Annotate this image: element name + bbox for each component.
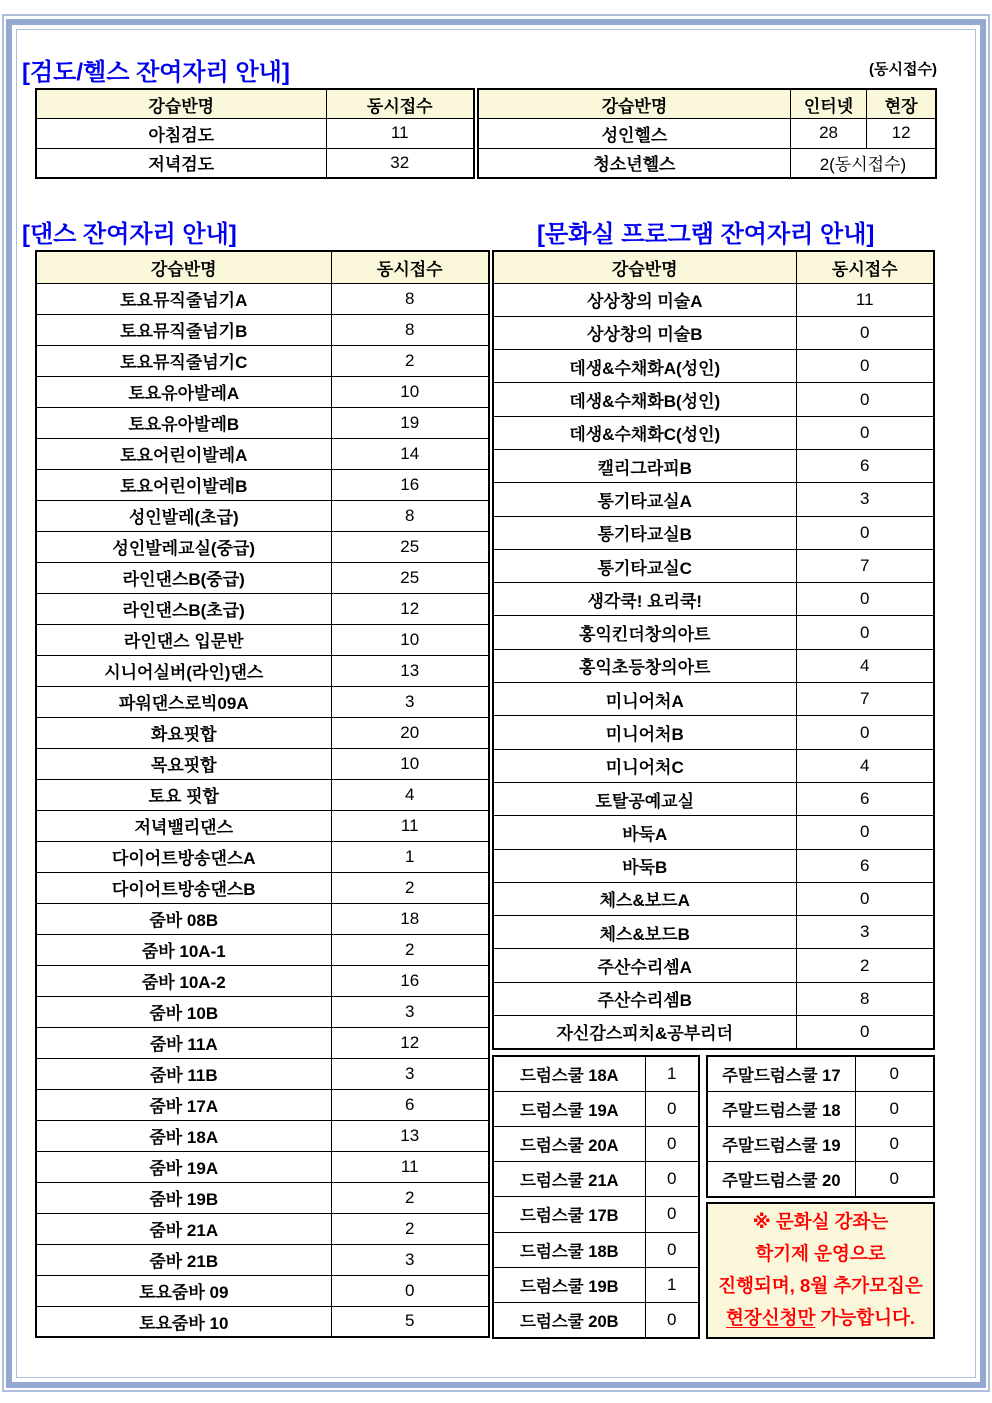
class-name-cell: 데생&수채화B(성인) xyxy=(493,383,796,416)
table-row xyxy=(493,716,934,749)
seats-value-cell: 3 xyxy=(331,1058,489,1089)
class-name-cell: 다이어트방송댄스A xyxy=(36,841,331,872)
table-row xyxy=(493,782,934,815)
table-row xyxy=(36,872,489,903)
notice-underlined-text: 현장신청만 xyxy=(726,1307,816,1329)
table-row xyxy=(493,1267,699,1302)
class-name-cell: 줌바 21B xyxy=(36,1244,331,1275)
seats-value-cell: 6 xyxy=(331,1089,489,1120)
class-name-cell: 토요뮤직줄넘기A xyxy=(36,283,331,314)
table-row xyxy=(493,383,934,416)
table-row xyxy=(36,1182,489,1213)
table-row xyxy=(493,1126,699,1161)
class-name-cell: 자신감스피치&공부리더 xyxy=(493,1016,796,1049)
class-name-cell: 성인헬스 xyxy=(478,119,790,149)
seats-value-cell: 0 xyxy=(855,1126,934,1161)
seats-value-cell: 10 xyxy=(331,624,489,655)
seats-value-cell: 0 xyxy=(645,1091,699,1126)
class-name-cell: 줌바 10A-1 xyxy=(36,934,331,965)
class-name-cell: 홍익킨더창의아트 xyxy=(493,616,796,649)
class-name-cell: 홍익초등창의아트 xyxy=(493,649,796,682)
seats-value-cell: 19 xyxy=(331,407,489,438)
seats-value-cell: 11 xyxy=(326,119,474,149)
seats-value-cell: 0 xyxy=(645,1232,699,1267)
seats-value-cell: 2 xyxy=(331,1213,489,1244)
table-row xyxy=(493,416,934,449)
seats-value-cell: 25 xyxy=(331,531,489,562)
seats-value-cell: 4 xyxy=(796,649,934,682)
table-row xyxy=(493,1162,699,1197)
seats-value-cell: 12 xyxy=(331,593,489,624)
table-row xyxy=(493,1016,934,1049)
table-row xyxy=(36,1244,489,1275)
table-row xyxy=(707,1091,934,1126)
class-name-cell: 바둑B xyxy=(493,849,796,882)
seats-value-cell: 12 xyxy=(867,119,936,149)
table-row xyxy=(36,624,489,655)
table-row xyxy=(36,934,489,965)
seats-value-cell: 1 xyxy=(331,841,489,872)
seats-value-cell: 3 xyxy=(331,686,489,717)
seats-value-cell: 2 xyxy=(331,934,489,965)
class-name-cell: 드럼스쿨 18A xyxy=(493,1056,645,1091)
class-name-cell: 캘리그라피B xyxy=(493,449,796,482)
seats-value-cell: 0 xyxy=(796,616,934,649)
notice-line-rest: 가능합니다. xyxy=(815,1307,915,1329)
seats-value-cell: 10 xyxy=(331,748,489,779)
class-name-cell: 줌바 17A xyxy=(36,1089,331,1120)
seats-value-cell: 0 xyxy=(645,1126,699,1161)
class-name-cell: 토요어린이발레B xyxy=(36,469,331,500)
drum-school-table xyxy=(492,1055,700,1339)
seats-value-cell: 16 xyxy=(331,965,489,996)
class-name-cell: 상상창의 미술A xyxy=(493,283,796,316)
weekend-drum-column xyxy=(706,1055,935,1339)
class-name-cell: 다이어트방송댄스B xyxy=(36,872,331,903)
class-name-cell: 라인댄스B(중급) xyxy=(36,562,331,593)
seats-value-cell: 1 xyxy=(645,1056,699,1091)
table-row xyxy=(707,1162,934,1197)
class-name-cell: 줌바 11A xyxy=(36,1027,331,1058)
class-name-cell: 아침검도 xyxy=(36,119,326,149)
seats-value-cell: 3 xyxy=(796,483,934,516)
table-row xyxy=(36,1213,489,1244)
table-row xyxy=(707,1126,934,1161)
table-row xyxy=(493,1091,699,1126)
table-row xyxy=(493,350,934,383)
class-name-cell: 줌바 10A-2 xyxy=(36,965,331,996)
table-row xyxy=(36,1275,489,1306)
class-name-cell: 토요뮤직줄넘기B xyxy=(36,314,331,345)
seats-value-cell: 28 xyxy=(790,119,866,149)
table-row xyxy=(36,500,489,531)
class-name-cell: 토요줌바 09 xyxy=(36,1275,331,1306)
seats-value-cell: 0 xyxy=(796,1016,934,1049)
header-row xyxy=(36,89,474,119)
seats-value-cell: 2 xyxy=(331,1182,489,1213)
class-name-cell: 통기타교실C xyxy=(493,549,796,582)
seats-value-cell: 2 xyxy=(331,345,489,376)
table-row xyxy=(493,916,934,949)
class-name-cell: 주말드럼스쿨 20 xyxy=(707,1162,855,1197)
class-name-cell: 드럼스쿨 19A xyxy=(493,1091,645,1126)
culture-section-title: [문화실 프로그램 잔여자리 안내] xyxy=(537,221,875,248)
class-name-cell: 드럼스쿨 19B xyxy=(493,1267,645,1302)
table-row xyxy=(36,345,489,376)
table-row xyxy=(707,1056,934,1091)
seats-value-cell: 11 xyxy=(331,1151,489,1182)
column-header-class-name: 강습반명 xyxy=(36,251,331,283)
table-row xyxy=(36,469,489,500)
culture-notice-box xyxy=(706,1202,935,1339)
class-name-cell: 토요어린이발레A xyxy=(36,438,331,469)
class-name-cell: 미니어처C xyxy=(493,749,796,782)
seats-value-cell: 5 xyxy=(331,1306,489,1337)
table-row xyxy=(493,283,934,316)
class-name-cell: 주말드럼스쿨 17 xyxy=(707,1056,855,1091)
class-name-cell: 주산수리셈B xyxy=(493,982,796,1015)
seats-value-cell: 0 xyxy=(331,1275,489,1306)
seats-value-cell: 13 xyxy=(331,655,489,686)
seats-value-cell: 3 xyxy=(331,996,489,1027)
seats-value-cell: 18 xyxy=(331,903,489,934)
seats-value-cell: 7 xyxy=(796,683,934,716)
seats-value-cell: 16 xyxy=(331,469,489,500)
table-row xyxy=(493,583,934,616)
seats-value-cell: 7 xyxy=(796,549,934,582)
class-name-cell: 미니어처A xyxy=(493,683,796,716)
kendo-table xyxy=(35,88,475,179)
health-table xyxy=(477,88,937,179)
column-header-seats: 동시접수 xyxy=(796,251,934,283)
class-name-cell: 파워댄스로빅09A xyxy=(36,686,331,717)
seats-value-cell: 0 xyxy=(796,516,934,549)
table-row xyxy=(493,449,934,482)
class-name-cell: 저녁검도 xyxy=(36,148,326,178)
drum-school-section xyxy=(492,1055,935,1339)
table-row xyxy=(36,438,489,469)
kendo-health-tables xyxy=(35,88,937,179)
class-name-cell: 라인댄스 입문반 xyxy=(36,624,331,655)
simultaneous-registration-note: (동시접수) xyxy=(869,61,937,78)
table-row xyxy=(493,616,934,649)
table-row xyxy=(493,1232,699,1267)
class-name-cell: 드럼스쿨 20A xyxy=(493,1126,645,1161)
class-name-cell: 체스&보드A xyxy=(493,882,796,915)
table-row xyxy=(36,1306,489,1337)
seats-value-cell: 0 xyxy=(855,1162,934,1197)
class-name-cell: 줌바 18A xyxy=(36,1120,331,1151)
table-row xyxy=(493,483,934,516)
class-name-cell: 줌바 19B xyxy=(36,1182,331,1213)
class-name-cell: 줌바 10B xyxy=(36,996,331,1027)
class-name-cell: 청소년헬스 xyxy=(478,148,790,178)
dance-table xyxy=(35,250,490,1338)
header-row xyxy=(478,89,936,119)
class-name-cell: 주산수리셈A xyxy=(493,949,796,982)
table-row xyxy=(478,119,936,149)
class-name-cell: 드럼스쿨 17B xyxy=(493,1197,645,1232)
class-name-cell: 체스&보드B xyxy=(493,916,796,949)
class-name-cell: 라인댄스B(초급) xyxy=(36,593,331,624)
table-row xyxy=(36,655,489,686)
class-name-cell: 토요유아발레B xyxy=(36,407,331,438)
kendo-health-section-title: [검도/헬스 잔여자리 안내] xyxy=(22,59,290,86)
class-name-cell: 화요핏합 xyxy=(36,717,331,748)
seats-value-cell: 10 xyxy=(331,376,489,407)
table-row xyxy=(36,119,474,149)
class-name-cell: 줌바 11B xyxy=(36,1058,331,1089)
class-name-cell: 목요핏합 xyxy=(36,748,331,779)
notice-line: 진행되며, 8월 추가모집은 xyxy=(718,1275,923,1297)
column-header-seats: 동시접수 xyxy=(331,251,489,283)
seats-value-cell: 1 xyxy=(645,1267,699,1302)
class-name-cell: 토요유아발레A xyxy=(36,376,331,407)
seats-value-cell: 11 xyxy=(796,283,934,316)
table-row xyxy=(493,949,934,982)
class-name-cell: 저녁밸리댄스 xyxy=(36,810,331,841)
seats-value-cell: 0 xyxy=(855,1056,934,1091)
table-row xyxy=(36,1120,489,1151)
seats-value-cell: 0 xyxy=(796,383,934,416)
seats-value-cell: 6 xyxy=(796,849,934,882)
seats-value-cell: 32 xyxy=(326,148,474,178)
seats-value-cell: 0 xyxy=(645,1197,699,1232)
table-row xyxy=(493,1056,699,1091)
table-row xyxy=(493,1197,699,1232)
table-row xyxy=(493,1303,699,1338)
class-name-cell: 주말드럼스쿨 18 xyxy=(707,1091,855,1126)
table-row xyxy=(36,1027,489,1058)
seats-value-cell: 6 xyxy=(796,449,934,482)
table-row xyxy=(493,549,934,582)
seats-value-cell: 0 xyxy=(645,1303,699,1338)
table-row xyxy=(36,903,489,934)
class-name-cell: 토요줌바 10 xyxy=(36,1306,331,1337)
seats-value-cell: 20 xyxy=(331,717,489,748)
seats-value-cell: 0 xyxy=(796,583,934,616)
table-row xyxy=(36,717,489,748)
class-name-cell: 토탈공예교실 xyxy=(493,782,796,815)
class-name-cell: 데생&수채화A(성인) xyxy=(493,350,796,383)
class-name-cell: 주말드럼스쿨 19 xyxy=(707,1126,855,1161)
column-header-class-name: 강습반명 xyxy=(478,89,790,119)
seats-value-cell: 8 xyxy=(331,500,489,531)
column-header-seats: 동시접수 xyxy=(326,89,474,119)
table-row xyxy=(36,283,489,314)
seats-value-cell: 0 xyxy=(796,816,934,849)
class-name-cell: 드럼스쿨 21A xyxy=(493,1162,645,1197)
column-header-class-name: 강습반명 xyxy=(493,251,796,283)
class-name-cell: 미니어처B xyxy=(493,716,796,749)
class-name-cell: 성인발레교실(중급) xyxy=(36,531,331,562)
seats-value-cell: 8 xyxy=(331,283,489,314)
table-row xyxy=(36,996,489,1027)
seats-value-cell: 4 xyxy=(796,749,934,782)
table-row xyxy=(493,982,934,1015)
seats-value-cell: 6 xyxy=(796,782,934,815)
class-name-cell: 시니어실버(라인)댄스 xyxy=(36,655,331,686)
table-row xyxy=(36,376,489,407)
table-row xyxy=(493,316,934,349)
table-row xyxy=(36,148,474,178)
table-row xyxy=(36,841,489,872)
dance-section-title: [댄스 잔여자리 안내] xyxy=(22,221,237,248)
seats-value-cell: 12 xyxy=(331,1027,489,1058)
seats-value-cell: 0 xyxy=(796,882,934,915)
header-row xyxy=(493,251,934,283)
seats-value-cell: 0 xyxy=(796,716,934,749)
table-row xyxy=(36,779,489,810)
table-row xyxy=(493,649,934,682)
column-header-onsite: 현장 xyxy=(867,89,936,119)
seats-value-cell: 2 xyxy=(796,949,934,982)
class-name-cell: 토요 핏합 xyxy=(36,779,331,810)
table-row xyxy=(493,749,934,782)
table-row xyxy=(493,882,934,915)
seats-value-cell: 0 xyxy=(796,316,934,349)
class-name-cell: 성인발레(초급) xyxy=(36,500,331,531)
notice-line: ※ 문화실 강좌는 xyxy=(752,1211,889,1233)
table-row xyxy=(36,314,489,345)
seats-value-cell: 2(동시접수) xyxy=(790,148,936,178)
seats-value-cell: 4 xyxy=(331,779,489,810)
column-header-internet: 인터넷 xyxy=(790,89,866,119)
seats-value-cell: 8 xyxy=(796,982,934,1015)
class-name-cell: 상상창의 미술B xyxy=(493,316,796,349)
table-row xyxy=(493,516,934,549)
seats-value-cell: 11 xyxy=(331,810,489,841)
culture-table xyxy=(492,250,935,1050)
table-row xyxy=(36,1089,489,1120)
table-row xyxy=(36,531,489,562)
seats-value-cell: 0 xyxy=(855,1091,934,1126)
seats-value-cell: 3 xyxy=(796,916,934,949)
class-name-cell: 드럼스쿨 20B xyxy=(493,1303,645,1338)
table-row xyxy=(493,683,934,716)
class-name-cell: 줌바 08B xyxy=(36,903,331,934)
seats-value-cell: 8 xyxy=(331,314,489,345)
column-header-class-name: 강습반명 xyxy=(36,89,326,119)
class-name-cell: 통기타교실B xyxy=(493,516,796,549)
seats-value-cell: 0 xyxy=(796,416,934,449)
seats-value-cell: 3 xyxy=(331,1244,489,1275)
class-name-cell: 바둑A xyxy=(493,816,796,849)
weekend-drum-table xyxy=(706,1055,935,1198)
class-name-cell: 드럼스쿨 18B xyxy=(493,1232,645,1267)
table-row xyxy=(36,965,489,996)
class-name-cell: 줌바 19A xyxy=(36,1151,331,1182)
table-row xyxy=(36,1151,489,1182)
notice-line: 학기제 운영으로 xyxy=(755,1243,886,1265)
table-row xyxy=(36,407,489,438)
header-row xyxy=(36,251,489,283)
class-name-cell: 생각쿡! 요리쿡! xyxy=(493,583,796,616)
seats-value-cell: 13 xyxy=(331,1120,489,1151)
seats-value-cell: 25 xyxy=(331,562,489,593)
class-name-cell: 줌바 21A xyxy=(36,1213,331,1244)
table-row xyxy=(36,562,489,593)
seats-value-cell: 2 xyxy=(331,872,489,903)
table-row xyxy=(36,686,489,717)
table-row xyxy=(493,816,934,849)
class-name-cell: 통기타교실A xyxy=(493,483,796,516)
class-name-cell: 데생&수채화C(성인) xyxy=(493,416,796,449)
notice-line xyxy=(708,1302,933,1334)
seats-value-cell: 14 xyxy=(331,438,489,469)
table-row xyxy=(36,1058,489,1089)
table-row xyxy=(36,593,489,624)
seats-value-cell: 0 xyxy=(796,350,934,383)
class-name-cell: 토요뮤직줄넘기C xyxy=(36,345,331,376)
table-row xyxy=(493,849,934,882)
table-row xyxy=(36,748,489,779)
table-row xyxy=(478,148,936,178)
table-row xyxy=(36,810,489,841)
seats-value-cell: 0 xyxy=(645,1162,699,1197)
